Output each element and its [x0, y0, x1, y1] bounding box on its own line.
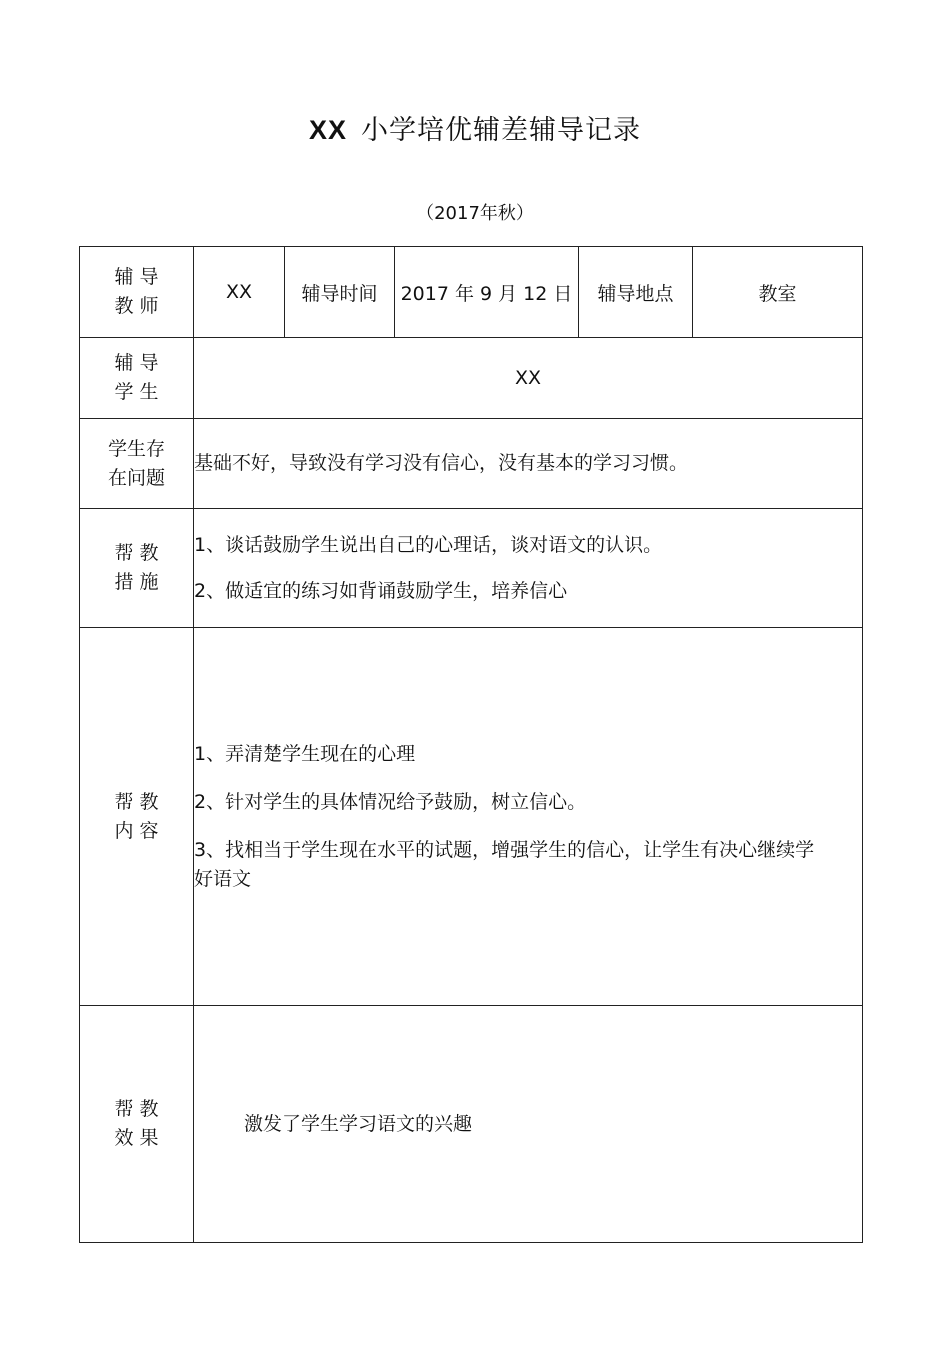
- measures-label-line2: 措 施: [114, 571, 159, 593]
- student-label-line1: 辅 导: [114, 352, 159, 374]
- teacher-label: [80, 247, 194, 338]
- time-label: 辅导时间: [285, 247, 395, 338]
- measure-item: 1、谈话鼓励学生说出自己的心理话，谈对语文的认识。: [194, 533, 663, 556]
- student-row: [80, 338, 863, 419]
- student-label-line2: 学 生: [114, 381, 159, 403]
- record-table: [79, 246, 863, 1243]
- measures-label-line1: 帮 教: [114, 542, 159, 564]
- measures-label: [80, 509, 194, 628]
- teacher-row: [80, 247, 863, 338]
- measure-item: 2、做适宜的练习如背诵鼓励学生，培养信心: [194, 579, 568, 602]
- content-label-line1: 帮 教: [114, 790, 159, 813]
- content-label: [80, 628, 194, 1006]
- effect-value: 激发了学生学习语文的兴趣: [194, 1006, 863, 1243]
- measures-value: [194, 509, 863, 628]
- effect-label: [80, 1006, 194, 1243]
- content-label-line2: 内 容: [114, 819, 159, 842]
- problem-label-line2: 在问题: [107, 466, 165, 489]
- content-row: [80, 628, 863, 1006]
- content-item: 2、针对学生的具体情况给予鼓励，树立信心。: [194, 790, 587, 813]
- effect-label-line1: 帮 教: [114, 1098, 159, 1120]
- problem-value: 基础不好，导致没有学习没有信心，没有基本的学习习惯。: [194, 419, 863, 509]
- student-label: [80, 338, 194, 419]
- measures-row: [80, 509, 863, 628]
- time-value: 2017 年 9 月 12 日: [395, 247, 579, 338]
- effect-row: [80, 1006, 863, 1243]
- student-value: XX: [194, 338, 863, 419]
- content-item: 1、弄清楚学生现在的心理: [194, 742, 416, 765]
- content-value: [194, 628, 863, 1006]
- page-title: [0, 108, 950, 147]
- subtitle: （2017年秋）: [416, 203, 534, 224]
- teacher-value: XX: [194, 247, 285, 338]
- effect-label-line2: 效 果: [114, 1127, 159, 1149]
- location-label: 辅导地点: [579, 247, 693, 338]
- title-prefix: XX: [308, 115, 348, 145]
- content-item: 3、找相当于学生现在水平的试题，增强学生的信心，让学生有决心继续学好语文: [194, 838, 815, 890]
- location-value: 教室: [693, 247, 863, 338]
- teacher-label-line2: 教 师: [114, 295, 159, 317]
- problem-row: [80, 419, 863, 509]
- title-text: 小学培优辅差辅导记录: [361, 115, 642, 146]
- problem-label-line1: 学生存: [107, 437, 165, 460]
- problem-label: [80, 419, 194, 509]
- teacher-label-line1: 辅 导: [114, 266, 159, 288]
